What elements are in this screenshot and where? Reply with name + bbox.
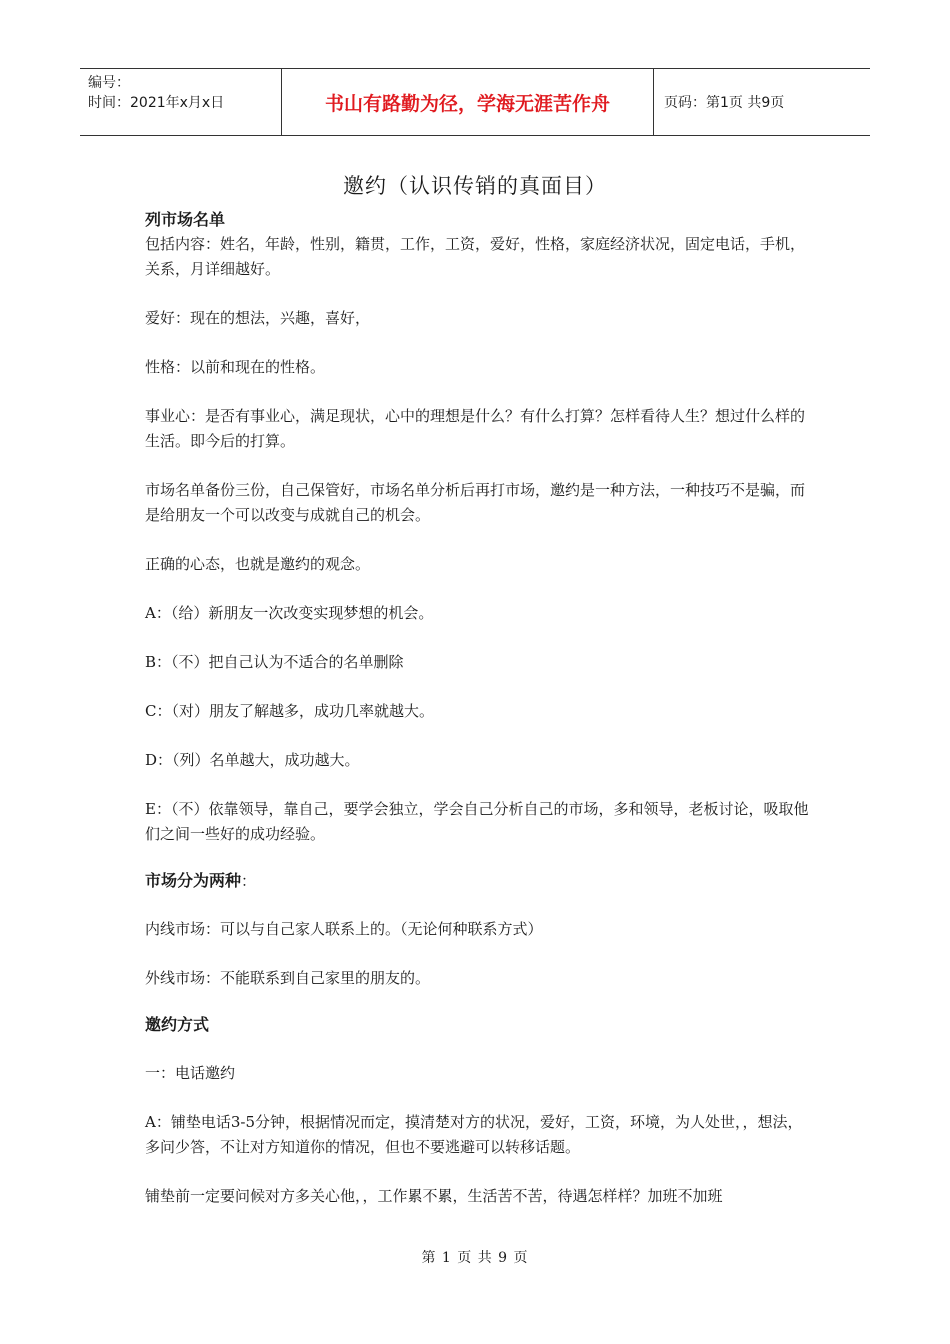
time-label: 时间：2021年x月x日 [88,95,225,111]
paragraph: A：铺垫电话3-5分钟，根据情况而定，摸清楚对方的状况，爱好，工资，环境，为人处世，，想法，多问少答，不让对方知道你的情况，但也不要逃避可以转移话题。 [145,1113,803,1156]
paragraph: 包括内容：姓名，年龄，性别，籍贯，工作，工资，爱好，性格，家庭经济状况，固定电话，手机，关系，月详细越好。 [145,235,806,278]
header-meta [80,69,282,135]
document-title: 邀约（认识传销的真面目） [343,174,607,198]
header-page-code: 页码：第1页 共9页 [664,95,785,111]
paragraph: 性格：以前和现在的性格。 [145,358,326,376]
paragraph: 内线市场：可以与自己家人联系上的。（无论何种联系方式） [145,920,543,938]
document-header [80,68,870,136]
list-item-d: D：（列）名单越大，成功越大。 [145,751,360,769]
list-item-e: E：（不）依靠领导，靠自己，要学会独立，学会自己分析自己的市场，多和领导，老板讨论，吸取他们之间一些好的成功经验。 [145,800,809,843]
page-footer: 第 1 页 共 9 页 [421,1250,529,1266]
paragraph: 市场名单备份三份，自己保管好，市场名单分析后再打市场，邀约是一种方法，一种技巧不是骗，而是给朋友一个可以改变与成就自己的机会。 [145,481,806,524]
section-heading-market-types [145,869,810,893]
list-item-b: B：（不）把自己认为不适合的名单删除 [145,653,404,671]
paragraph: 正确的心态，也就是邀约的观念。 [145,555,371,573]
list-item-a: A：（给）新朋友一次改变实现梦想的机会。 [145,604,434,622]
heading-colon: ： [241,872,257,890]
paragraph: 铺垫前一定要问候对方多关心他，，工作累不累，生活苦不苦，待遇怎样样？加班不加班 [145,1187,723,1205]
list-item-c: C：（对）朋友了解越多，成功几率就越大。 [145,702,434,720]
heading-text: 市场分为两种 [145,871,242,890]
paragraph: 事业心：是否有事业心，满足现状，心中的理想是什么？有什么打算？怎样看待人生？想过什么样的生活。即今后的打算。 [145,407,806,450]
section-heading-invite-methods: 邀约方式 [145,1015,210,1034]
paragraph: 外线市场：不能联系到自己家里的朋友的。 [145,969,431,987]
section-heading-market-list: 列市场名单 [145,210,226,229]
paragraph: 一：电话邀约 [145,1064,236,1082]
paragraph: 爱好：现在的想法，兴趣，喜好， [145,309,371,327]
number-label: 编号： [88,75,130,91]
header-motto: 书山有路勤为径，学海无涯苦作舟 [282,69,654,135]
document-body [145,208,810,1209]
